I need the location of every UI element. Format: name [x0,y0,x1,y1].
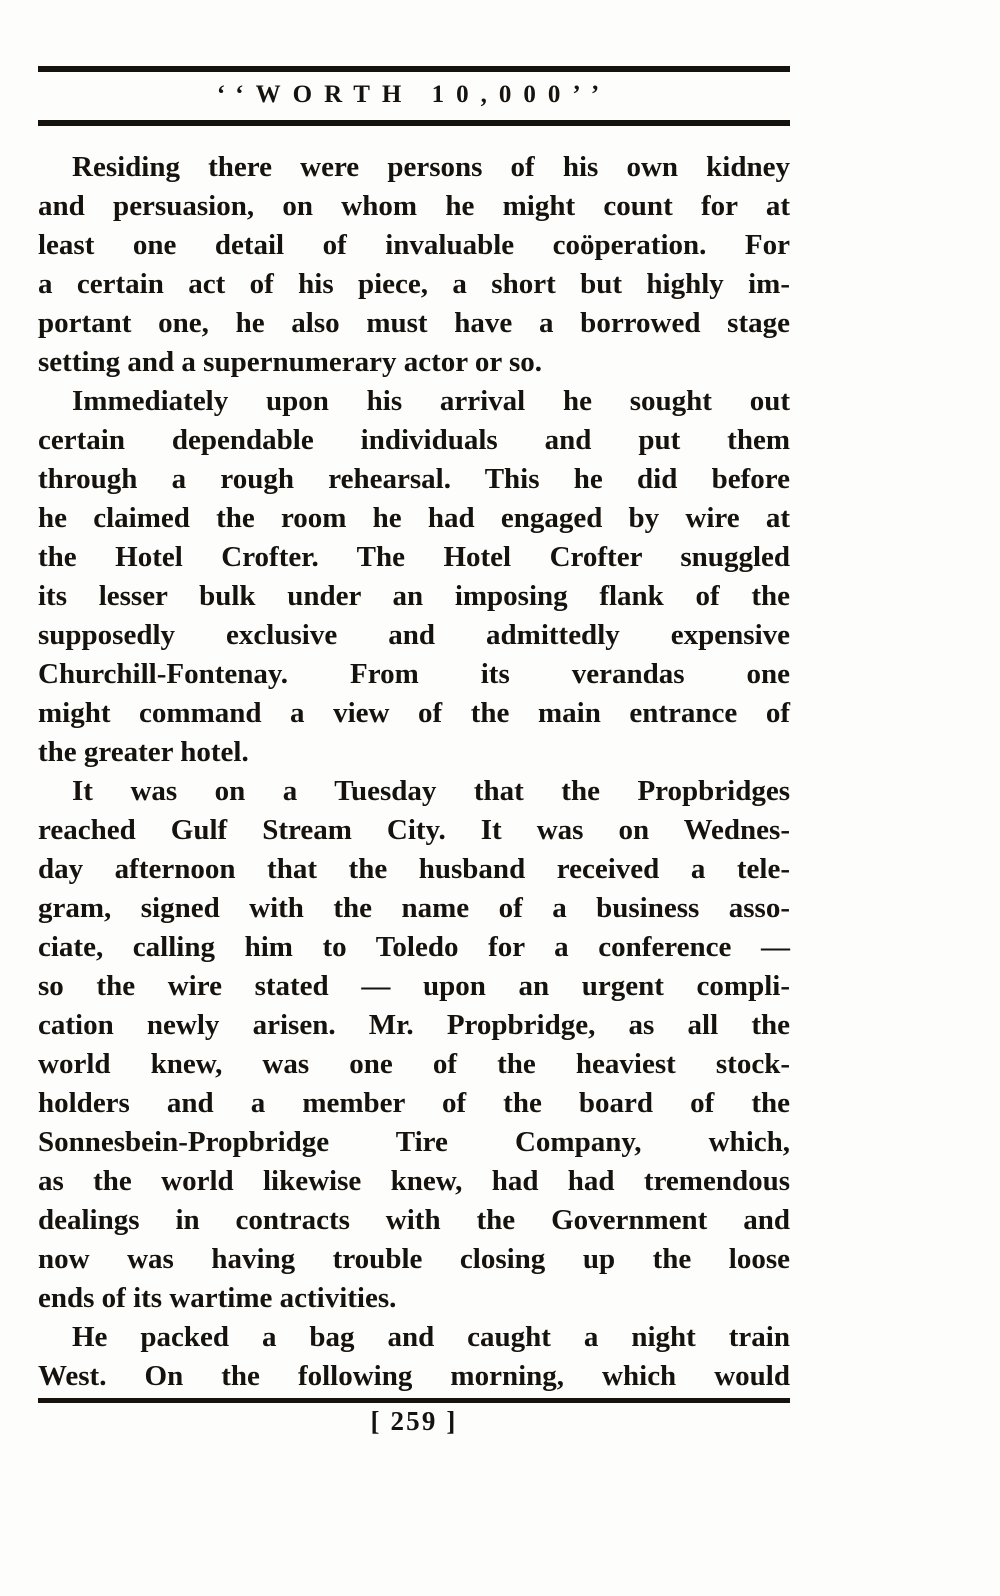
text-line: as the world likewise knew, had had tremendous [38,1165,790,1197]
text-line: gram, signed with the name of a business asso- [38,892,790,924]
body-text [38,148,790,1396]
text-line: day afternoon that the husband received a tele- [38,853,790,885]
text-line: reached Gulf Stream City. It was on Wednes- [38,814,790,846]
text-line: the greater hotel. [38,736,249,768]
text-line: Churchill-Fontenay. From its verandas one [38,658,790,690]
text-line: setting and a supernumerary actor or so. [38,346,542,378]
text-line: least one detail of invaluable coöperation. For [38,229,790,261]
text-line: he claimed the room he had engaged by wire at [38,502,790,534]
text-line: supposedly exclusive and admittedly expensive [38,619,790,651]
text-line: certain dependable individuals and put them [38,424,790,456]
text-line: so the wire stated — upon an urgent compli- [38,970,790,1002]
text-line: ends of its wartime activities. [38,1282,397,1314]
footer-rule [38,1398,790,1403]
text-line: Immediately upon his arrival he sought out [72,385,790,417]
text-line: its lesser bulk under an imposing flank of the [38,580,790,612]
text-line: Residing there were persons of his own kidney [72,151,790,183]
page-number: [ 259 ] [370,1406,458,1436]
text-line: world knew, was one of the heaviest stock- [38,1048,790,1080]
text-line: might command a view of the main entrance of [38,697,790,729]
text-line: West. On the following morning, which would [38,1360,790,1392]
text-line: Sonnesbein-Propbridge Tire Company, which, [38,1126,790,1158]
running-header: ‘‘WORTH 10,000’’ [216,81,612,108]
header-rule-bottom [38,120,790,126]
text-line: holders and a member of the board of the [38,1087,790,1119]
text-line: cation newly arisen. Mr. Propbridge, as all the [38,1009,790,1041]
text-line: a certain act of his piece, a short but highly im- [38,268,790,300]
text-line: portant one, he also must have a borrowed stage [38,307,790,339]
text-line: through a rough rehearsal. This he did before [38,463,790,495]
text-line: and persuasion, on whom he might count for at [38,190,790,222]
header-rule-top [38,66,790,72]
text-line: He packed a bag and caught a night train [72,1321,790,1353]
text-line: dealings in contracts with the Government and [38,1204,790,1236]
text-line: It was on a Tuesday that the Propbridges [72,775,790,807]
text-line: now was having trouble closing up the loose [38,1243,790,1275]
text-line: the Hotel Crofter. The Hotel Crofter snuggled [38,541,790,573]
text-line: ciate, calling him to Toledo for a conference — [38,931,790,963]
